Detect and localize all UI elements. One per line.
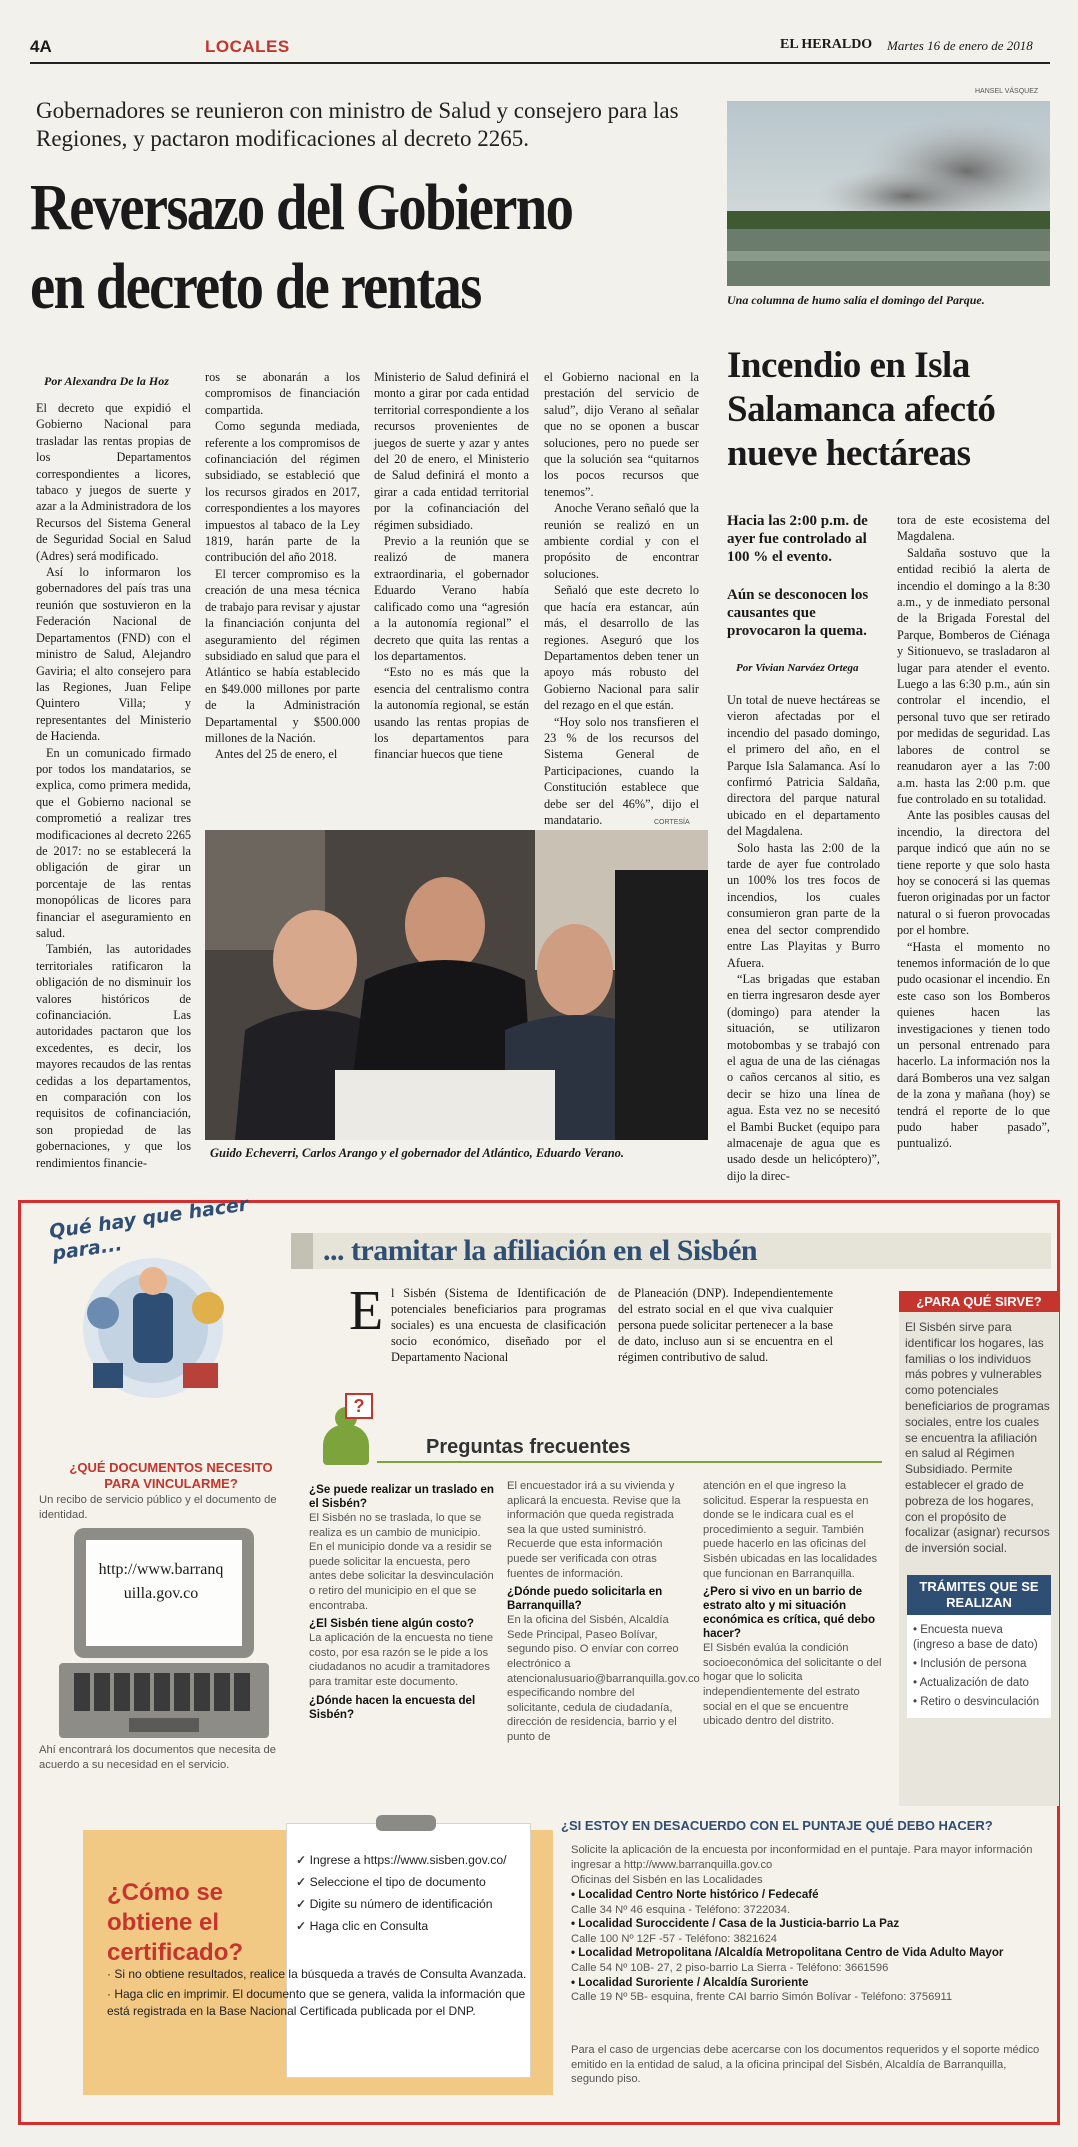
paragraph: tora de este ecosistema del Magdalena. [897, 513, 1050, 544]
certificate-step: ✓ Haga clic en Consulta [296, 1919, 429, 1933]
tramites-title: TRÁMITES QUE SE REALIZAN [907, 1575, 1051, 1615]
side-column-1 [727, 692, 880, 1184]
docs-text: Un recibo de servicio público y el documento de identidad. [39, 1494, 277, 1521]
oficina-name: • Localidad Suroccidente / Casa de la Justicia-barrio La Paz [571, 1917, 900, 1931]
faq-question: ¿Dónde hacen la encuesta del Sisbén? [309, 1693, 476, 1721]
section-title: ... tramitar la afiliación en el Sisbén [323, 1234, 758, 1267]
sisben-box [18, 1193, 1060, 2125]
paragraph: “Esto no es más que la esencia del centralismo contra la autonomía regional, se están usando las rentas propias de los departamentos para financiar huecos que tiene [374, 665, 529, 762]
desacuerdo-text: Solicite la aplicación de la encuesta por inconformidad en el puntaje. Para mayor información ingresar a http://www.barranquilla.gov.co [571, 1844, 1033, 1871]
para-que-text: El Sisbén sirve para identificar los hogares, las familias o los individuos más pobres y vulnerables como potenciales beneficiarios de programas sociales, entre los cuales se encuentra la afiliación en salud al Régimen Subsidiado. Permite establecer el grado de pobreza de los hogares, con el propósito de focalizar (asignar) recursos de inversión social. [905, 1320, 1050, 1556]
tramite-item: • Inclusión de persona [913, 1657, 1027, 1670]
certificate-notes [107, 1966, 527, 2020]
oficina-address: Calle 34 Nº 46 esquina - Teléfono: 3722034. [571, 1903, 791, 1916]
paragraph: También, las autoridades territoriales ratificaron la obligación de no disminuir los valores históricos de cofinanciación. Las autoridades pactaron que los excedentes, es decir, los mayores recaudos de las rentas cedidas a los departamentos, en comparación con los requisitos de cofinanciación, son propiedad de las gobernaciones, y que los rendimientos financie- [36, 942, 191, 1170]
fire-photo [727, 101, 1050, 286]
paragraph: Previo a la reunión que se realizó de manera extraordinaria, el gobernador Eduardo Verano había calificado como una “agresión a la autonomía regional” el decreto que quita las rentas a los departamentos. [374, 534, 529, 663]
oficina-address: Calle 19 Nº 5B- esquina, frente CAI barrio Simón Bolívar - Teléfono: 3756911 [571, 1991, 953, 2004]
certificate-step: ✓ Ingrese a https://www.sisben.gov.co/ [296, 1853, 507, 1867]
oficina-item [571, 1976, 1056, 2005]
tramite-item: • Actualización de dato [913, 1676, 1029, 1689]
check-icon: ✓ [296, 1875, 307, 1889]
faq-question: ¿Dónde puedo solicitarla en Barranquilla? [507, 1585, 663, 1613]
side-photo-caption: Una columna de humo salía el domingo del Parque. [727, 293, 985, 307]
oficina-item [571, 1946, 1056, 1975]
article-column-3 [374, 369, 529, 763]
faq-answer: atención en el que ingreso la solicitud. Esperar la respuesta en donde se le indicara cual es el procedimiento a seguir. También puede hacerlo en las oficinas del Sisbén ubicadas en las localidades que funcionan en Barranquilla. [703, 1480, 878, 1580]
tramites-list [907, 1615, 1051, 1718]
side-byline: Por Vivian Narváez Ortega [736, 662, 859, 674]
faq-answer: La aplicación de la encuesta no tiene costo, por esa razón se le pide a los ciudadanos no acudir a tramitadores para tramitar este documento. [309, 1632, 494, 1688]
faq-icon: ? [315, 1393, 377, 1468]
article-column-4 [544, 369, 699, 828]
faq-column-1 [309, 1479, 494, 1722]
oficina-name: • Localidad Centro Norte histórico / Fedecafé [571, 1888, 819, 1901]
intro-column-2: de Planeación (DNP). Independientemente del estrato social en el que viva cualquier persona puede solicitar pertenecer a la base de dato, incluso aun si se encuentra en el régimen contributivo de salud. [618, 1286, 833, 1364]
para-que-title: ¿PARA QUÉ SIRVE? [899, 1291, 1059, 1312]
paragraph: Señaló que este decreto lo que hacía era estancar, aún más, el desarrollo de las regiones. Aseguró que los Departamentos deben tener un apoyo más robusto del Gobierno Nacional para salir del rezago en el que están. [544, 583, 699, 713]
paragraph: “Hasta el momento no tenemos información de lo que pudo ocasionar el incendio. En este caso son los Bomberos quienes hacen las investigaciones y tienen todo un personal entrenado para hacerlo. La información nos la dará Bomberos una vez salgan de la zona y mañana (hoy) se tendrá el reporte de lo que pudo haber pasado”, puntualizó. [897, 939, 1050, 1151]
paragraph: El tercer compromiso es la creación de una mesa técnica de trabajo para revisar y ajustar la financiación conjunta del aseguramiento del régimen subsidiado en salud que para el Atlántico se había establecido en $49.000 millones por parte de la Administración Departamental y $500.000 millones de la Nación. [205, 566, 360, 745]
side-summary-2: Aún se desconocen los causantes que provocaron la quema. [727, 587, 869, 639]
paragraph: el Gobierno nacional en la prestación del servicio de salud”, dijo Verano al señalar que no se oponen a buscar soluciones, pero no puede ser que la solución sea “quitarnos los pocos recursos que tenemos”. [544, 370, 699, 499]
issue-date: Martes 16 de enero de 2018 [887, 38, 1033, 53]
oficinas-list [571, 1888, 1056, 2005]
oficina-address: Calle 54 Nº 10B- 27, 2 piso-barrio La Sierra - Teléfono: 3661596 [571, 1961, 889, 1974]
meeting-photo [205, 830, 708, 1140]
check-icon: ✓ [296, 1853, 307, 1867]
certificate-title: ¿Cómo se obtiene el certificado? [107, 1879, 244, 1966]
paragraph: “Las brigadas que estaban en tierra ingresaron desde ayer (domingo) para atender la situación, se utilizaron motobombas y se trabajó con el agua de una de las ciénagas o caños cercanos al sitio, es decir se hizo una línea de agua. Esta vez no se necesitó el Bambi Bucket (equipo para almacenaje de agua que es usado desde un helicóptero)”, dijo la direc- [727, 971, 880, 1183]
dropcap: E [349, 1280, 384, 1342]
article-column-2 [205, 369, 360, 763]
faq-column-2 [507, 1479, 700, 1745]
oficina-address: Calle 100 Nº 12F -57 - Teléfono: 3821624 [571, 1932, 778, 1945]
headline: Reversazo del Gobierno en decreto de rentas [30, 171, 573, 323]
oficina-name: • Localidad Suroriente / Alcaldía Suroriente [571, 1975, 809, 1989]
certificate-note: · Haga clic en imprimir. El documento que se genera, valida la información que está registrada en la Base Nacional Certificada publicada por el DNP. [107, 1987, 526, 2018]
paragraph: Anoche Verano señaló que la reunión se realizó en un ambiente cordial y con el propósito de encontrar soluciones. [544, 501, 699, 581]
paragraph: El decreto que expidió el Gobierno Nacional para trasladar las rentas propias de los Departamentos correspondientes a licores, tabaco y juegos de suerte y azar a la Administradora de los Recursos del Sistema General de Seguridad Social en Salud (Adres) será modificado. [36, 401, 191, 563]
paragraph: Solo hasta las 2:00 de la tarde de ayer fue controlado un 100% los tres focos de incendios, los cuales consumieron gran parte de la enea del sector comprendido entre Las Playitas y Burro Afuera. [727, 840, 880, 970]
oficina-name: • Localidad Metropolitana /Alcaldía Metropolitana Centro de Vida Adulto Mayor [571, 1946, 1004, 1960]
docs-note: Ahí encontrará los documentos que necesita de acuerdo a su necesidad en el servicio. [39, 1744, 276, 1771]
paragraph: Saldaña sostuvo que la entidad recibió la alerta de incendio el domingo a la 8:30 a.m., y de inmediato personal de la Brigada Forestal del Parque, Bomberos de Ciénaga y Sitionuevo, se trasladaron al lugar para atender el evento. Luego a las 6:30 p.m., aún sin controlar el incendio, el personal tuvo que ser retirado por medidas de seguridad. Las labores de control se reanudaron ayer a las 7:00 a.m. hasta las 2:00 p.m. que fue controlado en su totalidad. [897, 545, 1050, 806]
byline: Por Alexandra De la Hoz [44, 374, 169, 388]
laptop-url: http://www.barranquilla.gov.co [98, 1561, 224, 1602]
paragraph: En un comunicado firmado por todos los mandatarios, se explica, como primera medida, que el Gobierno nacional se comprometió a realizar tres modificaciones al decreto 2265 de 2017: no se establecerá la obligación de girar un porcentaje de las rentas monopólicas de licores para financiar el aseguramiento en salud. [36, 745, 191, 940]
side-headline: Incendio en Isla Salamanca afectó nueve hectáreas [727, 345, 996, 474]
faq-question: ¿Pero si vivo en un barrio de estrato alto y mi situación económica es crítica, qué debo hacer? [703, 1585, 876, 1641]
certificate-step: ✓ Seleccione el tipo de documento [296, 1875, 486, 1889]
paper-name: EL HERALDO [780, 37, 873, 52]
docs-title: ¿QUÉ DOCUMENTOS NECESITO PARA VINCULARME? [69, 1460, 273, 1491]
faq-answer: El encuestador irá a su vivienda y aplicará la encuesta. Revise que la información que queda registrada sea la que usted suministró. Recuerde que esta información puede ser verificada con otras fuentes de información. [507, 1480, 681, 1580]
oficina-item [571, 1888, 1056, 1917]
desacuerdo-title: ¿SI ESTOY EN DESACUERDO CON EL PUNTAJE QUÉ DEBO HACER? [561, 1818, 993, 1833]
paragraph: Así lo informaron los gobernadores del país tras una reunión que sostuvieron en la Federación Nacional de Departamentos (FND) con el ministro de Salud, Alejandro Gaviria; el alto consejero para las Regiones, Juan Felipe Quintero Villa; y representantes del Ministerio de Hacienda. [36, 565, 191, 744]
article-column-1 [36, 400, 191, 1171]
check-icon: ✓ [296, 1919, 307, 1933]
header-rule [30, 62, 1050, 64]
oficina-item [571, 1917, 1056, 1946]
paragraph: ros se abonarán a los compromisos de financiación compartida. [205, 370, 360, 417]
faq-answer: El Sisbén evalúa la condición socioeconómica del solicitante o del hogar que lo solicita independientemente del estrato social en el que se encuentre ubicado dentro del distrito. [703, 1642, 882, 1728]
paragraph: Un total de nueve hectáreas se vieron afectadas por el incendio del pasado domingo, el primero del año, en el Parque Isla Salamanca. Así lo confirmó Patricia Saldaña, directora del parque natural ubicado en el departamento del Magdalena. [727, 693, 880, 839]
side-summary-1: Hacia las 2:00 p.m. de ayer fue controlado al 100 % el evento. [727, 513, 868, 565]
faq-question: ¿Se puede realizar un traslado en el Sisbén? [309, 1483, 494, 1510]
clipboard-clip [376, 1815, 436, 1831]
para-que-panel [899, 1291, 1059, 1806]
certificate-step: ✓ Digite su número de identificación [296, 1897, 493, 1911]
faq-answer: El Sisbén no se traslada, lo que se realiza es un cambio de municipio. En el municipio donde va a residir se puede solicitar la encuesta, pero antes debe solicitar la desvinculación o retiro del municipio en el que se encontraba. [309, 1512, 494, 1612]
section-label: LOCALES [205, 37, 290, 56]
oficinas-intro: Oficinas del Sisbén en las Localidades [571, 1874, 763, 1886]
paragraph: Antes del 25 de enero, el [215, 747, 338, 762]
photo-credit: CORTESÍA [654, 819, 690, 826]
certificate-steps [296, 1849, 526, 1937]
tramite-item: • Encuesta nueva (ingreso a base de dato) [913, 1623, 1038, 1651]
paragraph: Como segunda mediada, referente a los compromisos de cofinanciación del régimen subsidiado, se estableció que los recursos girados en 2017, correspondientes a los mayores impuestos al tabaco de la Ley 1819, harán parte de la contribución del año 2018. [205, 419, 360, 565]
side-photo-credit: HANSEL VÁSQUEZ [975, 88, 1039, 95]
certificate-note: · Si no obtiene resultados, realice la búsqueda a través de Consulta Avanzada. [107, 1967, 527, 1981]
logo-text: Qué hay que hacer para... [47, 1193, 250, 1265]
title-accent [291, 1233, 313, 1269]
page-number: 4A [30, 37, 52, 56]
faq-question: ¿El Sisbén tiene algún costo? [309, 1617, 474, 1631]
photo-caption: Guido Echeverri, Carlos Arango y el gobernador del Atlántico, Eduardo Verano. [210, 1146, 625, 1160]
faq-answer: En la oficina del Sisbén, Alcaldía Sede Principal, Paseo Bolívar, segundo piso. O envíar con correo electrónico a atencionalusuario@barranquilla.gov.co especificando nombre del solicitante, cedula de ciudadanía, dirección de residencia, barrio y el punto de [507, 1614, 700, 1743]
side-column-2 [897, 512, 1050, 1152]
urgencias-text: Para el caso de urgencias debe acercarse con los documentos requeridos y el soporte médico emitido en la entidad de salud, a la oficina principal del Sisbén, Alcaldía de Barranquilla, segundo piso. [571, 2044, 1040, 2086]
check-icon: ✓ [296, 1897, 307, 1911]
paragraph: Ministerio de Salud definirá el monto a girar por cada entidad territorial correspondiente a los recursos provenientes de juegos de suerte y azar y antes del 20 de enero, el Ministerio de Salud definirá el monto a girar a cada entidad territorial por la cofinanciación del régimen subsidiado. [374, 370, 529, 532]
paragraph: Ante las posibles causas del incendio, la directora del parque indicó que aún no se tiene reporte y que solo hasta hoy se conocerá si las quemas fueron originadas por un factor natural o si fueron provocadas por el hombre. [897, 808, 1050, 938]
faq-column-3 [703, 1479, 883, 1729]
intro-column-1: l Sisbén (Sistema de Identificación de potenciales beneficiarios para programas sociales) es una encuesta de clasificación socio económico, diseñado por el Departamento Nacional [391, 1286, 606, 1364]
faq-title: Preguntas frecuentes [426, 1436, 631, 1458]
paragraph: “Hoy solo nos transfieren el 23 % de los recursos del Sistema General de Participaciones, cuando la Constitución establece que debe ser del 46%”, dijo el mandatario. [544, 714, 699, 827]
kicker: Gobernadores se reunieron con ministro de Salud y consejero para las Regiones, y pactaron modificaciones al decreto 2265. [36, 98, 679, 151]
tramite-item: • Retiro o desvinculación [913, 1695, 1040, 1708]
